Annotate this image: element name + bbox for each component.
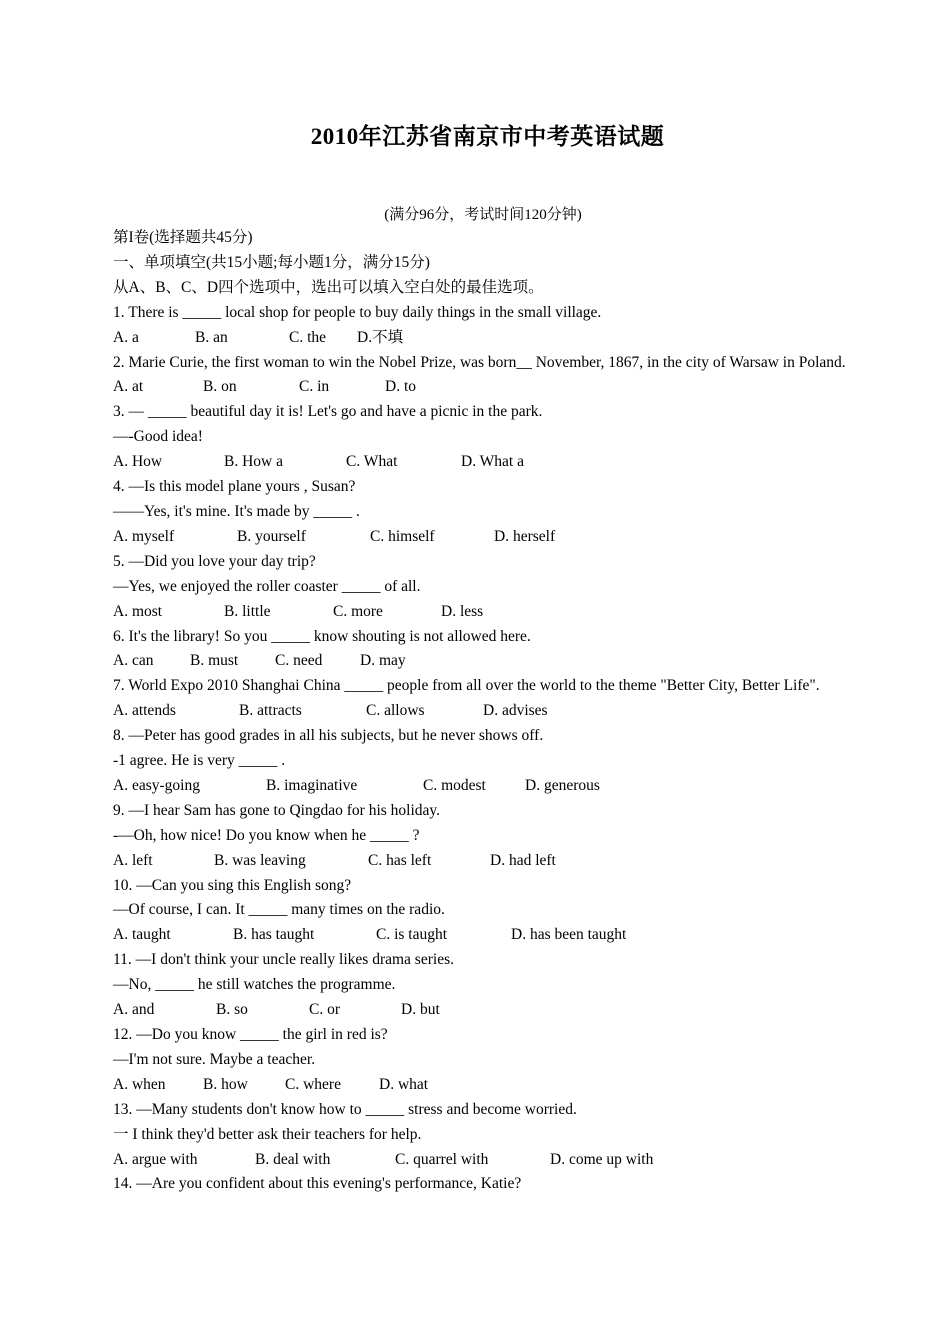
answer-option: C. or xyxy=(309,1001,340,1019)
answer-option: D. but xyxy=(401,1001,440,1019)
answer-option: B. How a xyxy=(224,453,283,471)
text-line: 3. — _____ beautiful day it is! Let's go and have a picnic in the park. xyxy=(113,403,543,421)
exam-title: 2010年江苏省南京市中考英语试题 xyxy=(310,124,665,149)
text-line: 6. It's the library! So you _____ know shouting is not allowed here. xyxy=(113,627,531,645)
answer-options xyxy=(113,849,863,874)
answer-option: B. how xyxy=(203,1075,248,1093)
answer-option: B. must xyxy=(190,652,239,670)
text-line: 1. There is _____ local shop for people to buy daily things in the small village. xyxy=(113,303,602,321)
answer-option: C. more xyxy=(333,602,383,620)
answer-option: A. left xyxy=(113,851,153,869)
text-line: 11. —I don't think your uncle really likes drama series. xyxy=(113,951,454,969)
answer-option: C. himself xyxy=(370,527,435,545)
text-line: —I'm not sure. Maybe a teacher. xyxy=(113,1050,316,1068)
answer-option: D. herself xyxy=(494,527,556,545)
answer-option: D. come up with xyxy=(550,1150,654,1168)
answer-options xyxy=(113,1148,863,1173)
answer-option: A. How xyxy=(113,453,163,471)
text-line: ——Yes, it's mine. It's made by _____ . xyxy=(113,502,360,520)
answer-option: B. was leaving xyxy=(214,851,306,869)
document-body xyxy=(113,226,863,1197)
text-line: 第I卷(选择题共45分) xyxy=(113,229,253,246)
answer-option: A. taught xyxy=(113,926,171,944)
text-line: 13. —Many students don't know how to _____ stress and become worried. xyxy=(113,1100,577,1118)
answer-options xyxy=(113,525,863,550)
text-line: 一 I think they'd better ask their teachers for help. xyxy=(113,1125,422,1143)
text-line: 10. —Can you sing this English song? xyxy=(113,876,352,894)
text-line: 一、单项填空(共15小题;每小题1分，满分15分) xyxy=(113,253,430,271)
answer-options xyxy=(113,774,863,799)
text-line: 2. Marie Curie, the first woman to win the Nobel Prize, was born__ November, 1867, in the city of Warsaw in Poland. xyxy=(113,353,846,371)
answer-options xyxy=(113,450,863,475)
answer-option: B. imaginative xyxy=(266,776,358,794)
answer-options xyxy=(113,923,863,948)
answer-option: D. less xyxy=(441,602,484,620)
text-line: —No, _____ he still watches the programme. xyxy=(113,976,396,994)
answer-option: C. where xyxy=(285,1075,341,1093)
text-line: 从A、B、C、D四个选项中，选出可以填入空白处的最佳选项。 xyxy=(113,278,544,296)
answer-options xyxy=(113,1073,863,1098)
answer-options xyxy=(113,600,863,625)
answer-option: A. can xyxy=(113,652,154,670)
answer-option: C. the xyxy=(289,328,327,346)
answer-option: B. attracts xyxy=(239,702,302,720)
answer-option: D. to xyxy=(385,378,416,396)
answer-option: D. generous xyxy=(525,776,600,794)
text-line: -—Oh, how nice! Do you know when he _____ ? xyxy=(113,826,420,844)
answer-option: B. so xyxy=(216,1001,248,1019)
answer-option: A. when xyxy=(113,1075,166,1093)
answer-option: D. what xyxy=(379,1075,429,1093)
text-line: -1 agree. He is very _____ . xyxy=(113,752,286,770)
text-line: 4. —Is this model plane yours , Susan? xyxy=(113,478,356,496)
answer-option: C. is taught xyxy=(376,926,448,944)
answer-option: B. little xyxy=(224,602,271,620)
answer-option: B. an xyxy=(195,328,228,346)
answer-option: C. quarrel with xyxy=(395,1150,489,1168)
answer-option: A. myself xyxy=(113,527,175,545)
answer-option: C. has left xyxy=(368,851,432,869)
exam-subtitle: (满分96分，考试时间120分钟) xyxy=(384,207,582,223)
answer-options xyxy=(113,998,863,1023)
answer-option: B. has taught xyxy=(233,926,315,944)
answer-option: A. a xyxy=(113,328,139,346)
text-line: 5. —Did you love your day trip? xyxy=(113,552,316,570)
answer-option: D. What a xyxy=(461,453,524,471)
text-line: 9. —I hear Sam has gone to Qingdao for his holiday. xyxy=(113,801,441,819)
answer-option: C. What xyxy=(346,453,398,471)
text-line: 8. —Peter has good grades in all his subjects, but he never shows off. xyxy=(113,727,544,745)
answer-option: B. on xyxy=(203,378,237,396)
answer-option: D. may xyxy=(360,652,406,670)
text-line: —-Good idea! xyxy=(113,428,203,446)
answer-option: A. at xyxy=(113,378,144,396)
answer-option: D.不填 xyxy=(357,328,404,346)
answer-options xyxy=(113,326,863,351)
text-line: —Of course, I can. It _____ many times on the radio. xyxy=(113,901,445,919)
text-line: 12. —Do you know _____ the girl in red is? xyxy=(113,1026,388,1043)
answer-option: C. in xyxy=(299,378,330,396)
answer-options xyxy=(113,375,863,400)
answer-option: D. had left xyxy=(490,851,556,869)
answer-options xyxy=(113,699,863,724)
answer-option: C. modest xyxy=(423,776,486,794)
answer-option: A. and xyxy=(113,1001,155,1019)
answer-option: A. argue with xyxy=(113,1150,198,1168)
text-line: 7. World Expo 2010 Shanghai China _____ people from all over the world to the theme "Better City, Better Life". xyxy=(113,677,820,695)
answer-option: B. deal with xyxy=(255,1150,331,1168)
answer-option: A. attends xyxy=(113,702,176,720)
answer-option: D. has been taught xyxy=(511,926,627,944)
answer-option: A. easy-going xyxy=(113,776,200,794)
answer-option: C. need xyxy=(275,652,323,670)
answer-options xyxy=(113,649,863,674)
answer-option: A. most xyxy=(113,602,163,620)
text-line: 14. —Are you confident about this evening's performance, Katie? xyxy=(113,1175,522,1193)
answer-option: C. allows xyxy=(366,702,425,720)
answer-option: D. advises xyxy=(483,702,548,720)
answer-option: B. yourself xyxy=(237,527,306,545)
text-line: —Yes, we enjoyed the roller coaster _____ of all. xyxy=(113,577,421,595)
